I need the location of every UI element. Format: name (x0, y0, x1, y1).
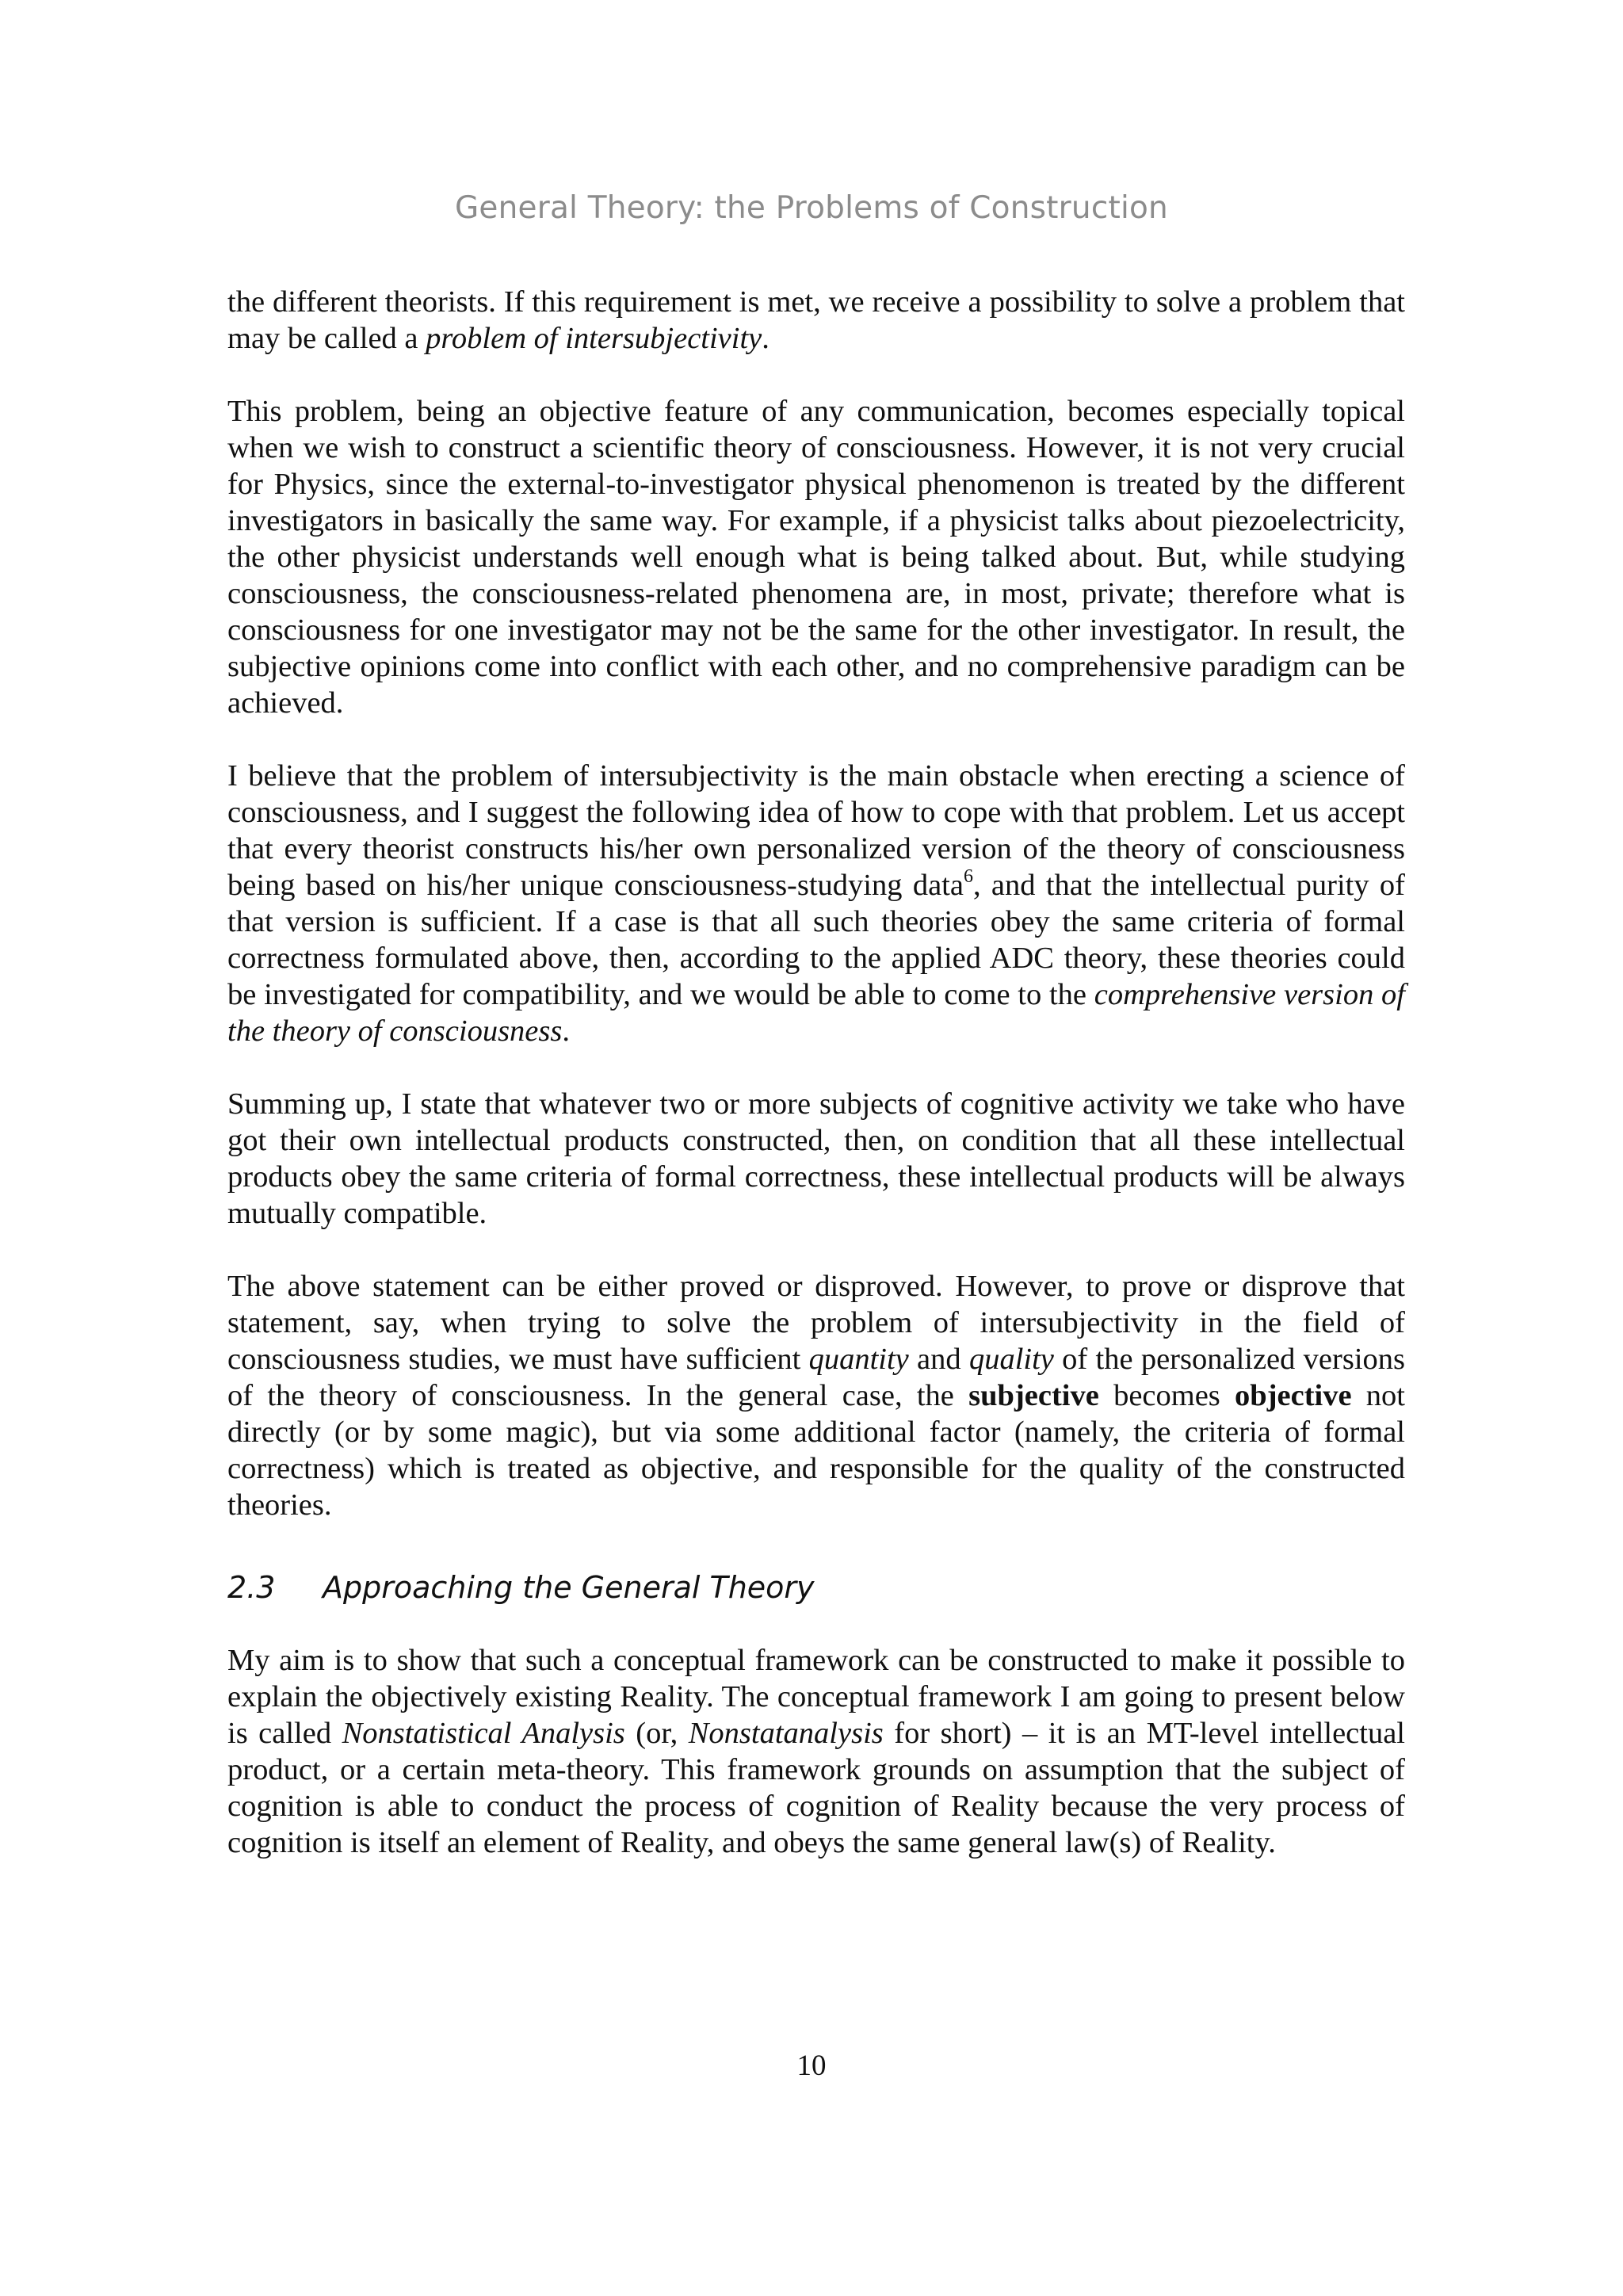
paragraph-text: This problem, being an objective feature of any communication, becomes especially topical when we wish to construct a scientific theory of consciousness. However, it is not very crucial for Physics, since the external-to-investigator physical phenomenon is treated by the different investigators in basically the same way. For example, if a physicist talks about piezoelectricity, the other physicist understands well enough what is being talked about. But, while studying consciousness, the consciousness-related phenomena are, in most, private; therefore what is consciousness for one investigator may not be the same for the other investigator. In result, the subjective opinions come into conflict with each other, and no comprehensive paradigm can be achieved. (227, 395, 1405, 720)
paragraph-text: not directly (or by some magic), but via some additional factor (namely, the criteria of formal correctness) which is treated as objective, and responsible for the quality of the constructed theories. (227, 1379, 1405, 1522)
italic-term: comprehensive version of the theory of consciousness (227, 978, 1406, 1048)
paragraph-text: of the personalized versions of the theory of consciousness. In the general case, the (227, 1343, 1405, 1412)
paragraph-text: becomes (1098, 1379, 1235, 1412)
paragraph-text: the different theorists. If this requirement is met, we receive a possibility to solve a problem that may be called a (227, 285, 1405, 355)
paragraph-text: My aim is to show that such a conceptual framework can be constructed to make it possible to explain the objectively existing Reality. The conceptual framework I am going to present below is called (227, 1644, 1405, 1750)
paragraph-2 (227, 393, 1405, 721)
paragraph-text: , and that the intellectual purity of that version is sufficient. If a case is that all such theories obey the same criteria of formal correctness formulated above, then, according to the applied ADC theory, these theories could be investigated for compatibility, and we would be able to come to the (227, 869, 1405, 1011)
paragraph-5 (227, 1268, 1405, 1523)
paragraph-1 (227, 284, 1405, 357)
page-number: 10 (796, 2050, 827, 2082)
italic-term: problem of intersubjectivity (426, 322, 762, 355)
paragraph-6 (227, 1642, 1405, 1861)
paragraph-text: The above statement can be either proved or disproved. However, to prove or disprove that statement, say, when trying to solve the problem of intersubjectivity in the field of consciousness studies, we must have sufficient (227, 1270, 1405, 1376)
bold-term: objective (1235, 1379, 1352, 1412)
paragraph-text: for short) – it is an MT-level intellectual product, or a certain meta-theory. This framework grounds on assumption that the subject of cognition is able to conduct the process of cognition of Reality because the very process of cognition is itself an element of Reality, and obeys the same general law(s) of Reality. (227, 1717, 1405, 1859)
paragraph-3 (227, 758, 1405, 1049)
bold-term: subjective (968, 1379, 1099, 1412)
paragraph-text: . (562, 1014, 570, 1048)
footnote-reference: 6 (963, 866, 973, 888)
paragraph-text: I believe that the problem of intersubjectivity is the main obstacle when erecting a science of consciousness, and I suggest the following idea of how to cope with that problem. Let us accept that every theorist constructs his/her own personalized version of the theory of consciousness being based on his/her unique consciousness-studying data (227, 759, 1405, 902)
italic-term: Nonstatanalysis (688, 1717, 884, 1750)
section-heading (227, 1560, 1405, 1606)
running-header: General Theory: the Problems of Construction (455, 190, 1168, 226)
paragraph-text: . (762, 322, 769, 355)
section-number: 2.3 (227, 1570, 276, 1605)
italic-term: quality (968, 1343, 1054, 1376)
italic-term: Nonstatistical Analysis (342, 1717, 625, 1750)
body-text (227, 284, 1405, 1861)
paragraph-text: and (908, 1343, 969, 1376)
italic-term: quantity (808, 1343, 909, 1376)
section-title: Approaching the General Theory (323, 1570, 815, 1605)
paragraph-4 (227, 1086, 1405, 1232)
paragraph-text: (or, (624, 1717, 689, 1750)
paragraph-text: Summing up, I state that whatever two or more subjects of cognitive activity we take who have got their own intellectual products constructed, then, on condition that all these intellectual products obey the same criteria of formal correctness, these intellectual products will be always mutually compatible. (227, 1087, 1405, 1230)
